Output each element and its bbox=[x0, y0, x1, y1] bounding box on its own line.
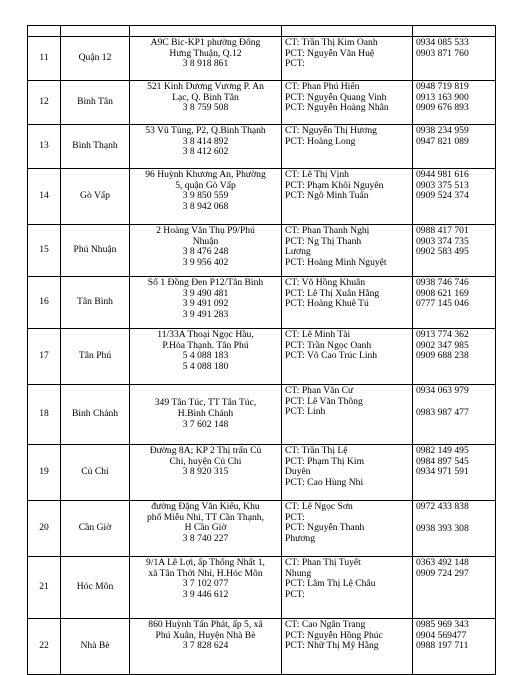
address-cell: 349 Tân Túc, TT Tân Túc, H.Bình Chánh 3 7 602 148 bbox=[130, 385, 282, 445]
district-name: Quận 12 bbox=[61, 37, 130, 81]
address-cell: 2 Hoàng Văn Thụ P9/Phú Nhuận 3 8 476 248 3 9 956 402 bbox=[130, 225, 282, 277]
table-row bbox=[28, 225, 496, 277]
leaders-cell: CT: Lê Ngọc Sơn PCT: PCT: Nguyễn Thanh Phương bbox=[282, 501, 413, 557]
row-number: 20 bbox=[28, 501, 61, 557]
row-number: 11 bbox=[28, 37, 61, 81]
district-name: Tân Phú bbox=[61, 329, 130, 385]
leaders-cell: CT: Phan Văn Cư PCT: Lê Văn Thông PCT: Linh bbox=[282, 385, 413, 445]
district-name: Bình Thạnh bbox=[61, 125, 130, 169]
header-stub-row bbox=[28, 26, 496, 37]
row-number: 18 bbox=[28, 385, 61, 445]
address-cell: Đường 8A; KP 2 Thị trấn Củ Chi, huyện Củ Chi 3 8 920 315 bbox=[130, 445, 282, 501]
phones-cell: 0985 969 343 0904 569477 0988 197 711 bbox=[413, 619, 496, 675]
table-row bbox=[28, 277, 496, 329]
row-number: 21 bbox=[28, 557, 61, 619]
address-cell: 11/33A Thoại Ngọc Hầu, P.Hòa Thạnh. Tân Phú 5 4 088 183 5 4 088 180 bbox=[130, 329, 282, 385]
table-row bbox=[28, 619, 496, 675]
district-name: Bình Chánh bbox=[61, 385, 130, 445]
address-cell: 9/1A Lê Lợi, ấp Thống Nhất 1, xã Tân Thới Nhì, H.Hóc Môn 3 7 102 077 3 9 446 612 bbox=[130, 557, 282, 619]
district-name: Cần Giờ bbox=[61, 501, 130, 557]
contact-table bbox=[27, 25, 496, 675]
leaders-cell: CT: Trần Thị Kim Oanh PCT: Nguyễn Văn Huệ PCT: bbox=[282, 37, 413, 81]
phones-cell: 0972 433 838 0938 393 308 bbox=[413, 501, 496, 557]
phones-cell: 0913 774 362 0902 347 985 0909 688 238 bbox=[413, 329, 496, 385]
row-number: 13 bbox=[28, 125, 61, 169]
table-row bbox=[28, 501, 496, 557]
table-row bbox=[28, 329, 496, 385]
district-name: Hóc Môn bbox=[61, 557, 130, 619]
table-row bbox=[28, 169, 496, 225]
phones-cell: 0948 719 819 0913 163 900 0909 676 893 bbox=[413, 81, 496, 125]
address-cell: 96 Huỳnh Khương An, Phường 5, quận Gò Vấp 3 9 850 559 3 8 942 068 bbox=[130, 169, 282, 225]
row-number: 19 bbox=[28, 445, 61, 501]
district-name: Củ Chi bbox=[61, 445, 130, 501]
row-number: 14 bbox=[28, 169, 61, 225]
table-row bbox=[28, 557, 496, 619]
row-number: 16 bbox=[28, 277, 61, 329]
row-number: 15 bbox=[28, 225, 61, 277]
row-number: 17 bbox=[28, 329, 61, 385]
leaders-cell: CT: Phan Phú Hiển PCT: Nguyễn Quang Vinh PCT: Nguyễn Hoàng Nhân bbox=[282, 81, 413, 125]
district-name: Nhà Bè bbox=[61, 619, 130, 675]
address-cell: Số 1 Đồng Đen P12/Tân Bình 3 9 490 481 3 9 491 092 3 9 491 283 bbox=[130, 277, 282, 329]
leaders-cell: CT: Trần Thị Lệ PCT: Phạm Thị Kim Duyên PCT: Cao Hùng Nhi bbox=[282, 445, 413, 501]
address-cell: 53 Vũ Tùng, P2, Q.Bình Thạnh 3 8 414 892 3 8 412 602 bbox=[130, 125, 282, 169]
row-number: 12 bbox=[28, 81, 61, 125]
phones-cell: 0934 085 533 0903 871 760 bbox=[413, 37, 496, 81]
row-number: 22 bbox=[28, 619, 61, 675]
phones-cell: 0363 492 148 0909 724 297 bbox=[413, 557, 496, 619]
district-name: Bình Tân bbox=[61, 81, 130, 125]
address-cell: A9C Bic-KP1 phường Đông Hưng Thuận, Q.12 3 8 918 861 bbox=[130, 37, 282, 81]
leaders-cell: CT: Cao Ngân Trang PCT: Nguyễn Hồng Phúc PCT: Nhữ Thị Mỹ Hằng bbox=[282, 619, 413, 675]
phones-cell: 0938 234 959 0947 821 089 bbox=[413, 125, 496, 169]
table-row bbox=[28, 81, 496, 125]
phones-cell: 0938 746 746 0908 621 169 0777 145 046 bbox=[413, 277, 496, 329]
address-cell: 860 Huỳnh Tấn Phát, ấp 5, xã Phú Xuân, Huyện Nhà Bè 3 7 828 624 bbox=[130, 619, 282, 675]
district-name: Phú Nhuận bbox=[61, 225, 130, 277]
leaders-cell: CT: Phan Thị Tuyết Nhung PCT: Lâm Thị Lệ Châu PCT: bbox=[282, 557, 413, 619]
address-cell: đường Đặng Văn Kiểu, Khu phố Miễu Nhì, TT Cần Thạnh, H Cần Giờ 3 8 740 227 bbox=[130, 501, 282, 557]
table-row bbox=[28, 37, 496, 81]
leaders-cell: CT: Phan Thanh Nghị PCT: Ng Thị Thanh Lương PCT: Hoàng Minh Nguyệt bbox=[282, 225, 413, 277]
leaders-cell: CT: Nguyễn Thị Hương PCT: Hoàng Long bbox=[282, 125, 413, 169]
table-row bbox=[28, 125, 496, 169]
table-row bbox=[28, 445, 496, 501]
leaders-cell: CT: Lê Minh Tài PCT: Trần Ngọc Oanh PCT: Võ Cao Trúc Linh bbox=[282, 329, 413, 385]
phones-cell: 0934 063 979 0983 987 477 bbox=[413, 385, 496, 445]
district-name: Gò Vấp bbox=[61, 169, 130, 225]
phones-cell: 0944 981 616 0903 375 513 0909 524 374 bbox=[413, 169, 496, 225]
table-row bbox=[28, 385, 496, 445]
leaders-cell: CT: Lê Thị Vịnh PCT: Phạm Khôi Nguyên PCT: Ngô Minh Tuấn bbox=[282, 169, 413, 225]
leaders-cell: CT: Võ Hồng Khuân PCT: Lê Thị Xuân Hằng PCT: Hoàng Khuê Tú bbox=[282, 277, 413, 329]
address-cell: 521 Kinh Dương Vương P. An Lạc, Q. Bình Tân 3 8 759 508 bbox=[130, 81, 282, 125]
phones-cell: 0988 417 701 0903 374 735 0902 583 495 bbox=[413, 225, 496, 277]
district-name: Tân Bình bbox=[61, 277, 130, 329]
phones-cell: 0982 149 495 0984 897 545 0934 971 591 bbox=[413, 445, 496, 501]
